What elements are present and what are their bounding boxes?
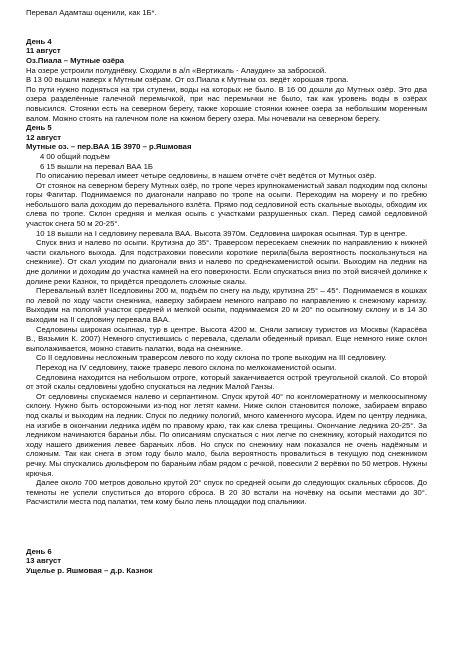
day6-section — [26, 547, 427, 576]
day5-paragraph: Спуск вниз и налево по осыпи. Крутизна до 35°. Траверсом пересекаем снежник по направлению к нижней части скального выхода. Для подстраховки повесили короткие перила(была вероятность поскользнуться на снежнике). От скал уходим по диагонали вниз и налево по среднекаменистой осыпи. Выходим на ледник на дне долинки и доходим до участка камней на его поверхности. Если спускаться вниз по этой висячей долинке к долине реки Казнок, то придётся преодолеть сложные скалы. — [26, 238, 427, 286]
day5-date: 12 август — [26, 132, 62, 142]
spacer — [26, 507, 427, 547]
intro-line: Перевал Адамташ оценили, как 1Б*. — [26, 8, 157, 17]
day5-paragraph: Перевальный взлёт IIседловины 200 м, подъём по снегу на льду, крутизна 25° – 45°. Поднимаемся в кошках по левой по ходу части снежника, наверху забираем немного направо по направлению к снежному карнизу. Выходим на пологий участок средней и мелкой осыпи, поднимаемся 20 м 20° по осыпному склону и в 14 30 выходим на II седловину перевала ВАА. — [26, 286, 427, 324]
day5-paragraph: Седловина находится на небольшом отроге, который заканчивается острой треугольной скалой. Со второй от этой скалы седловины удобно спускаться на ледник Малой Ганзы. — [26, 372, 427, 392]
day4-route: Оз.Пиала – Мутные озёра — [26, 55, 124, 65]
schedule-item: 6 15 вышли на перевал ВАА 1Б — [40, 161, 153, 171]
day5-section — [26, 123, 427, 507]
day5-paragraph: Переход на IV седловину, также траверс левого склона по мелкокаменистой осыпи. — [36, 362, 337, 372]
day5-paragraph: От седловины спускаемся налево и серпантином. Спуск крутой 40° по конгломератному и мелкоосыпному склону. Нужно быть осторожными из-под ног летят камни. Ниже склон становится положе, забираем вправо под скалы и выходим на ледник. Спуск по леднику пологий, много каменного мусора. Идем по центру ледника, на изгибе в окончании ледника идём по правому краю, так как слева трещины. Окончание ледника 20-25°. За ледником начинаются бараньи лбы. По описаниям спускаться с них легче по снежнику, который находится по ходу нашего движения левее бараньих лбов. Но спуск по снежнику нам показался не очень надёжным и сложным. Так как снега в этом году было мало, была вероятность провалиться в текущую под снежником речку. Мы спускались дюльфером по бараньим лбам рядом с речкой, повесили 2 верёвки по 50 метров. Нужны крючья. — [26, 391, 427, 478]
day5-paragraph: От стоянок на северном берегу Мутных озёр, по тропе через крупнокаменистый завал подходим под склоны горы Фагитар. Поднимаемся по диагонали направо по тропе на осыпи. Переходим на морену и по гребню небольшого вала доходим до перевального взлёта. Прямо под седловиной есть скальные выходы, обходим их слева по тропе. Склон средняя и мелкая осыпь с участками разрушенных скал. Перед самой седловиной участок снега 50 м 20-25°. — [26, 180, 427, 229]
day5-paragraph: Далее около 700 метров довольно крутой 20° спуск по средней осыпи до следующих скальных сбросов. До темноты не успели спуститься до второго сброса. В 20 30 встали на ночёвку на осыпи местами до 30°. Расчистили места под палатки, тем кому было лень площадки под спальники. — [26, 478, 427, 507]
spacer — [26, 18, 427, 28]
day4-paragraph: На озере устроили полуднёвку. Сходили в а/л «Вертикаль - Алаудин» за заброской. — [26, 65, 327, 75]
day4-paragraph: По пути нужно подняться на три ступени, воды на которых не было. В 16 00 дошли до Мутных озёр. Это два озера разделённые галечной перемычкой, при нас перемычки не было, так как уровень воды в озёрах повысился. Стоянки есть на северном берегу, также хорошие стоянки южнее озера за небольшим моренным валом. Можно стоять на галечном поле на южном берегу озера. Мы ночевали на северном берегу. — [26, 84, 427, 123]
day4-paragraph: В 13 00 вышли наверх к Мутным озёрам. От оз.Пиала к Мутным оз. ведёт хорошая тропа. — [26, 75, 349, 85]
day4-date: 11 август — [26, 46, 61, 56]
day5-paragraph: По описанию перевал имеет четыре седловины, в нашем отчёте счёт ведётся от Мутных озёр. — [36, 171, 377, 181]
day5-schedule — [40, 152, 427, 171]
day6-heading: День 6 — [26, 546, 52, 556]
day6-route: Ущелье р. Яшмовая – д.р. Казнок — [26, 566, 153, 576]
day5-heading: День 5 — [26, 123, 52, 133]
day5-paragraph: Со II седловины несложным траверсом левого по ходу склона по тропе выходим на III седловину. — [36, 353, 387, 363]
day5-paragraph: 10 18 вышли на I седловину перевала ВАА. Высота 3970м. Седловина широкая осыпная. Тур в центре. — [36, 228, 408, 238]
day5-route: Мутные оз. – пер.ВАА 1Б 3970 – р.Яшмовая — [26, 142, 192, 152]
day4-heading: День 4 — [26, 36, 52, 46]
spacer — [26, 27, 427, 37]
day6-date: 13 август — [26, 556, 62, 566]
schedule-item: 4 00 общий подъём — [40, 151, 110, 161]
day5-paragraph: Седловины широкая осыпная, тур в центре. Высота 4200 м. Сняли записку туристов из Москвы (Карасёва В., Вязьмин К. 2007) Немного спустившись с перевала, сделали обеденный привал. Еще немного ниже склон выполаживается, можно ставить палатки, вода на снежнике. — [26, 324, 427, 353]
day4-section — [26, 37, 427, 123]
